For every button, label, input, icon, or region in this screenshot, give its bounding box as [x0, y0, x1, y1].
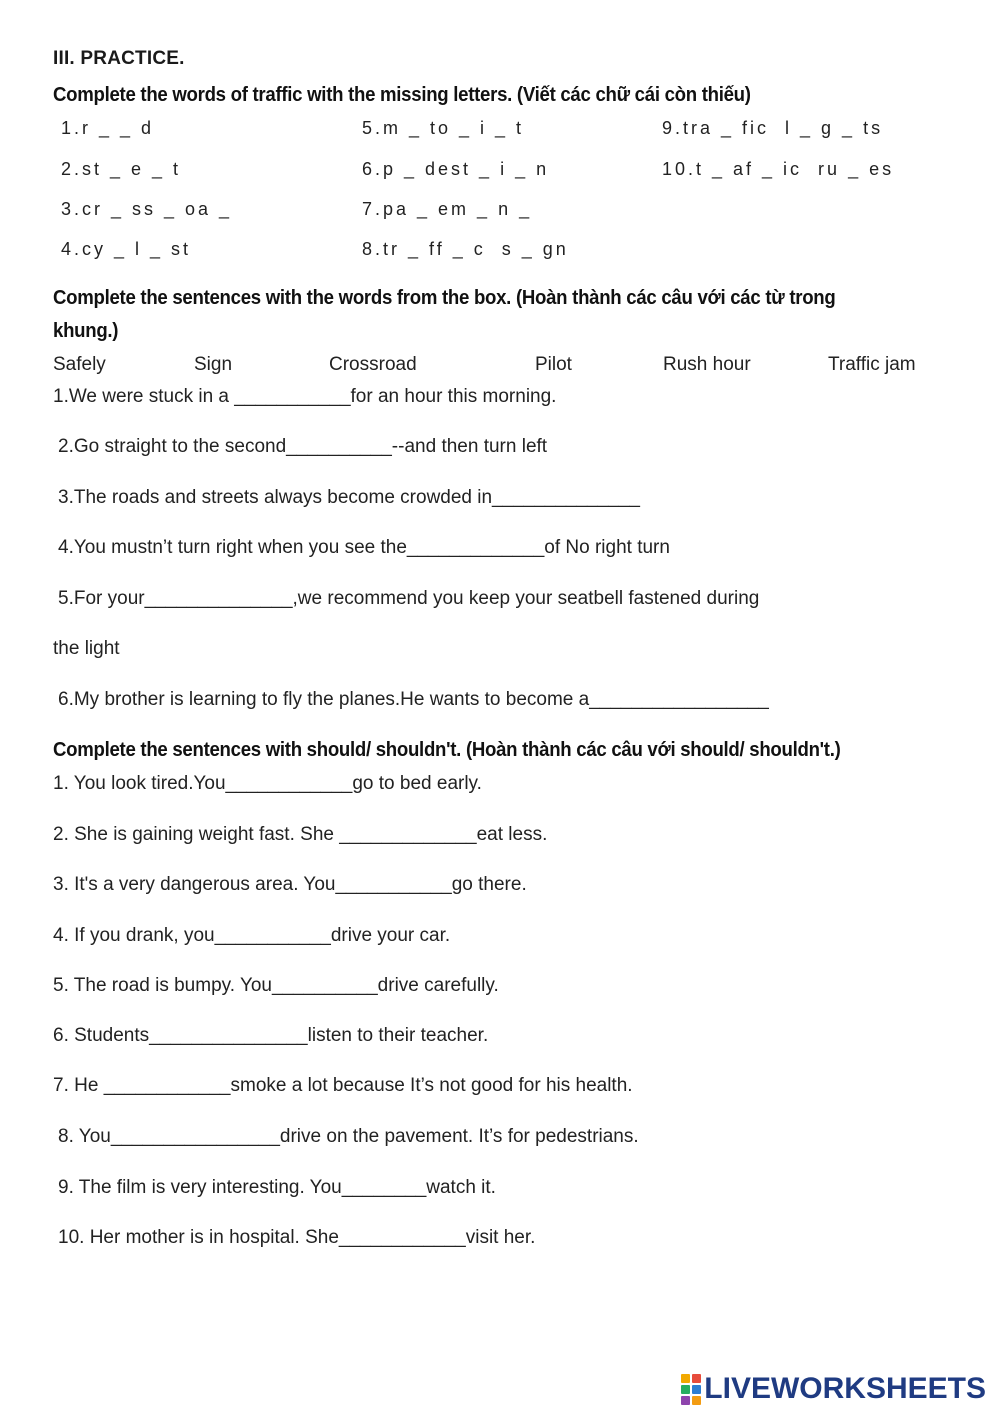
exercise1-instruction: Complete the words of traffic with the missing letters. (Viết các chữ cái còn thiếu) — [53, 84, 751, 106]
word-box-item: Sign — [194, 354, 233, 375]
ex1-item-3: 3.cr _ ss _ oa _ — [61, 199, 233, 219]
word-box-item: Safely — [53, 354, 106, 375]
ex3-sentence-8: 8. You________________drive on the pavement. It’s for pedestrians. — [58, 1126, 639, 1147]
ex3-sentence-5: 5. The road is bumpy. You__________drive carefully. — [53, 975, 499, 996]
liveworksheets-logo — [681, 1372, 986, 1406]
exercise2-instruction-line2: khung.) — [53, 320, 119, 342]
exercise3-instruction: Complete the sentences with should/ shouldn't. (Hoàn thành các câu với should/ shouldn't.) — [53, 739, 841, 761]
section-heading: III. PRACTICE. — [53, 48, 185, 69]
ex1-item-4: 4.cy _ l _ st — [61, 239, 192, 259]
ex2-sentence-5: 5.For your______________,we recommend you keep your seatbell fastened during — [58, 588, 760, 609]
ex1-item-8: 8.tr _ ff _ c s _ gn — [362, 239, 569, 259]
ex3-sentence-9: 9. The film is very interesting. You________watch it. — [58, 1177, 496, 1198]
ex3-sentence-10: 10. Her mother is in hospital. She____________visit her. — [58, 1227, 536, 1248]
ex1-item-5: 5.m _ to _ i _ t — [362, 118, 525, 138]
ex2-sentence-1: 1.We were stuck in a ___________for an hour this morning. — [53, 386, 557, 407]
ex1-item-2: 2.st _ e _ t — [61, 159, 182, 179]
ex3-sentence-4: 4. If you drank, you___________drive your car. — [53, 925, 451, 946]
ex3-sentence-1: 1. You look tired.You____________go to bed early. — [53, 773, 482, 794]
ex1-item-10: 10.t _ af _ ic ru _ es — [662, 159, 895, 179]
ex3-sentence-3: 3. It's a very dangerous area. You___________go there. — [53, 874, 527, 895]
ex1-item-9: 9.tra _ fic l _ g _ ts — [662, 118, 884, 138]
ex2-sentence-6: 6.My brother is learning to fly the planes.He wants to become a_________________ — [58, 689, 769, 710]
ex3-sentence-2: 2. She is gaining weight fast. She _____________eat less. — [53, 824, 548, 845]
liveworksheets-logo-icon — [681, 1374, 701, 1405]
ex1-item-1: 1.r _ _ d — [61, 118, 155, 138]
ex3-sentence-7: 7. He ____________smoke a lot because It’s not good for his health. — [53, 1075, 633, 1096]
ex2-sentence-2: 2.Go straight to the second__________--and then turn left — [58, 436, 548, 457]
ex2-sentence-4: 4.You mustn’t turn right when you see the_____________of No right turn — [58, 537, 670, 558]
liveworksheets-logo-text: LIVEWORKSHEETS — [704, 1372, 986, 1405]
ex1-item-6: 6.p _ dest _ i _ n — [362, 159, 550, 179]
ex3-sentence-6: 6. Students_______________listen to their teacher. — [53, 1025, 489, 1046]
ex2-sentence-3: 3.The roads and streets always become crowded in______________ — [58, 487, 640, 508]
word-box-item: Traffic jam — [828, 354, 916, 375]
ex1-item-7: 7.pa _ em _ n _ — [362, 199, 533, 219]
word-box-item: Pilot — [535, 354, 572, 375]
ex2-sentence-5-continued: the light — [53, 638, 120, 659]
exercise2-instruction-line1: Complete the sentences with the words from the box. (Hoàn thành các câu với các từ trong — [53, 287, 836, 309]
word-box-item: Rush hour — [663, 354, 751, 375]
word-box-item: Crossroad — [329, 354, 417, 375]
